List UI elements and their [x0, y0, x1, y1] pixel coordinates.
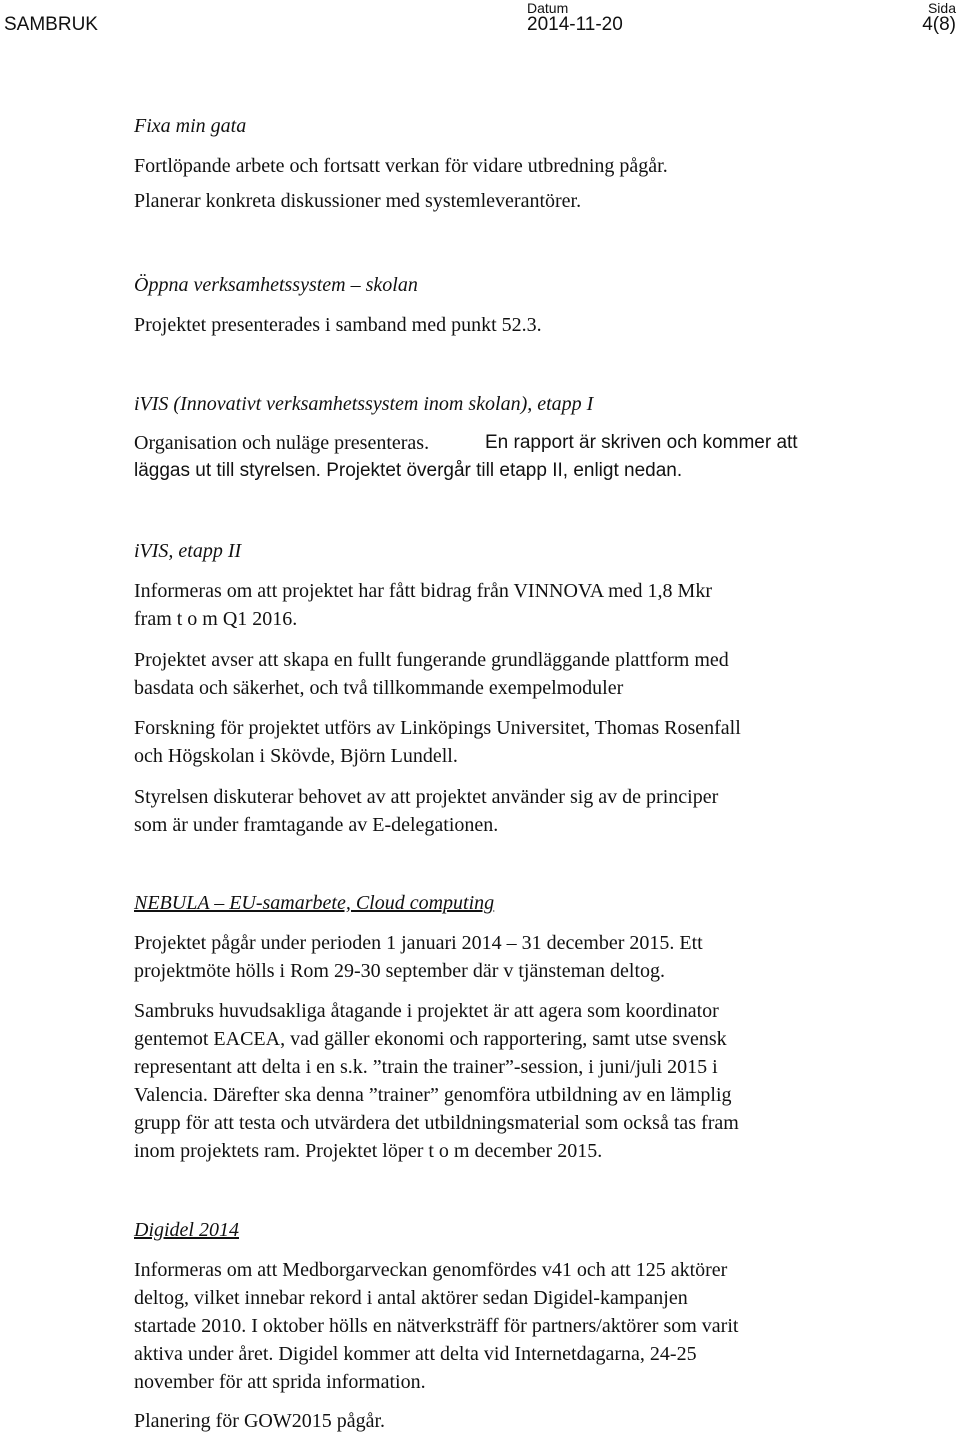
paragraph-line: Projektet presenterades i samband med punkt 52.3. — [134, 314, 542, 336]
paragraph-line: representant att delta i en s.k. ”train the trainer”-session, i juni/juli 2015 i — [134, 1056, 718, 1078]
section-heading-oppna-verksamhetssystem: Öppna verksamhetssystem – skolan — [134, 274, 418, 296]
paragraph-line: Projektet avser att skapa en fullt fungerande grundläggande plattform med — [134, 649, 729, 671]
paragraph-line: Informeras om att Medborgarveckan genomfördes v41 och att 125 aktörer — [134, 1259, 728, 1281]
header-page-number: 4(8) — [922, 14, 956, 35]
section-heading-fixa-min-gata: Fixa min gata — [134, 115, 247, 137]
section-heading-ivis-etapp-1: iVIS (Innovativt verksamhetssystem inom skolan), etapp I — [134, 393, 594, 415]
paragraph-line: grupp för att testa och utvärdera det utbildningsmaterial som också tas fram — [134, 1112, 739, 1134]
paragraph-line: Planerar konkreta diskussioner med systemleverantörer. — [134, 190, 582, 212]
paragraph-line: Valencia. Därefter ska denna ”trainer” genomföra utbildning av en lämplig — [134, 1084, 732, 1106]
paragraph-line: Planering för GOW2015 pågår. — [134, 1410, 386, 1432]
header-org: SAMBRUK — [4, 14, 98, 35]
paragraph-line: startade 2010. I oktober hölls en nätverksträff för partners/aktörer som varit — [134, 1315, 739, 1337]
paragraph-line: basdata och säkerhet, och två tillkommande exempelmoduler — [134, 677, 624, 699]
paragraph-line-sans: läggas ut till styrelsen. Projektet övergår till etapp II, enligt nedan. — [134, 460, 683, 481]
paragraph-line: Organisation och nuläge presenteras. — [134, 432, 430, 454]
paragraph-line-sans: En rapport är skriven och kommer att — [485, 432, 798, 453]
header-page-label: Sida — [927, 0, 956, 16]
paragraph-line: inom projektets ram. Projektet löper t o m december 2015. — [134, 1140, 603, 1162]
section-heading-nebula: NEBULA – EU-samarbete, Cloud computing — [134, 892, 495, 914]
paragraph-line: Fortlöpande arbete och fortsatt verkan för vidare utbredning pågår. — [134, 155, 668, 177]
paragraph-line: som är under framtagande av E-delegationen. — [134, 814, 499, 836]
paragraph-line: aktiva under året. Digidel kommer att delta vid Internetdagarna, 24-25 — [134, 1343, 697, 1365]
header-date-label: Datum — [527, 0, 569, 16]
section-heading-ivis-etapp-2: iVIS, etapp II — [134, 540, 242, 562]
paragraph-line: Informeras om att projektet har fått bidrag från VINNOVA med 1,8 Mkr — [134, 580, 712, 602]
header-date: 2014-11-20 — [527, 14, 623, 35]
paragraph-line: projektmöte hölls i Rom 29-30 september där v tjänsteman deltog. — [134, 960, 666, 982]
paragraph-line: Styrelsen diskuterar behovet av att projektet använder sig av de principer — [134, 786, 719, 808]
paragraph-line: deltog, vilket innebar rekord i antal aktörer sedan Digidel-kampanjen — [134, 1287, 688, 1309]
paragraph-line: fram t o m Q1 2016. — [134, 608, 298, 630]
paragraph-line: Projektet pågår under perioden 1 januari 2014 – 31 december 2015. Ett — [134, 932, 703, 954]
paragraph-line: och Högskolan i Skövde, Björn Lundell. — [134, 745, 458, 767]
paragraph-line: november för att sprida information. — [134, 1371, 426, 1393]
paragraph-line: Forskning för projektet utförs av Linköpings Universitet, Thomas Rosenfall — [134, 717, 741, 739]
section-heading-digidel-2014: Digidel 2014 — [134, 1219, 239, 1241]
paragraph-line: Sambruks huvudsakliga åtagande i projektet är att agera som koordinator — [134, 1000, 719, 1022]
paragraph-line: gentemot EACEA, vad gäller ekonomi och rapportering, samt utse svensk — [134, 1028, 727, 1050]
